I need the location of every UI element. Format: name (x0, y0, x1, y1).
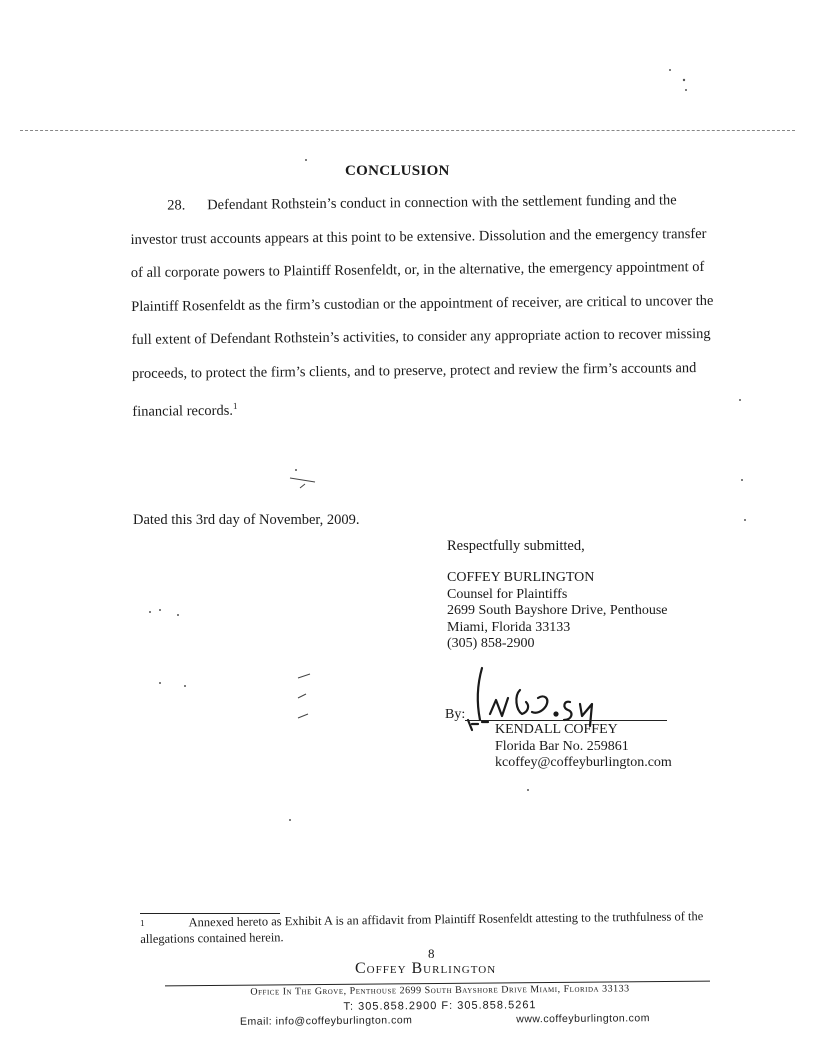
page-number: 8 (428, 946, 435, 961)
letterhead-office: Office In The Grove, Penthouse 2699 South Bayshore Drive Miami, Florida 33133 (250, 983, 630, 998)
scan-dashed-line (20, 130, 795, 131)
footnote-text: Annexed hereto as Exhibit A is an affidavit from Plaintiff Rosenfeldt attesting to the truthfulness of the allegations contained herein. (140, 909, 704, 946)
letterhead-website: www.coffeyburlington.com (516, 1012, 651, 1026)
by-label: By: (445, 707, 466, 722)
attorney-name: KENDALL COFFEY (495, 722, 618, 737)
paragraph-text: Defendant Rothstein’s conduct in connection with the settlement funding and the investor trust accounts appears at this point to be extensive. Dissolution and the emergency transfer of all corporate powers to Plaintiff Rosenfeldt, or, in the alternative, the emergency appointment of Plaintiff Rosenfeldt as the firm’s custodian or the appointment of receiver, are critical to uncover the full extent of Defendant Rothstein’s activities, to consider any appropriate action to recover missing proceeds, to protect the firm’s clients, and to preserve, protect and review the firm’s accounts and financial records. (130, 192, 714, 420)
section-heading: CONCLUSION (345, 163, 450, 179)
attorney-info (495, 722, 672, 772)
footnote-ref: 1 (232, 400, 238, 411)
bar-number: Florida Bar No. 259861 (495, 738, 629, 754)
attorney-email: kcoffey@coffeyburlington.com (495, 755, 672, 770)
address-line-2: Miami, Florida 33133 (447, 619, 571, 635)
signature-line (445, 705, 667, 723)
letterhead-contact (240, 1012, 650, 1028)
dated-line: Dated this 3rd day of November, 2009. (133, 512, 360, 528)
signature-block (447, 570, 667, 653)
letterhead-name: Coffey Burlington (355, 960, 497, 977)
counsel-role: Counsel for Plaintiffs (447, 586, 568, 602)
phone-number: (305) 858-2900 (447, 636, 535, 651)
address-line-1: 2699 South Bayshore Drive, Penthouse (447, 603, 668, 618)
signature-rule (465, 720, 667, 721)
letterhead-phones: T: 305.858.2900 F: 305.858.5261 (343, 999, 537, 1013)
paragraph-28 (130, 184, 722, 429)
footnote-mark: 1 (140, 917, 145, 928)
letterhead-email: Email: info@coffeyburlington.com (239, 1014, 413, 1028)
footnote (140, 909, 720, 947)
firm-name: COFFEY BURLINGTON (447, 570, 595, 585)
closing-line: Respectfully submitted, (447, 538, 585, 554)
paragraph-number: 28. (167, 197, 186, 214)
